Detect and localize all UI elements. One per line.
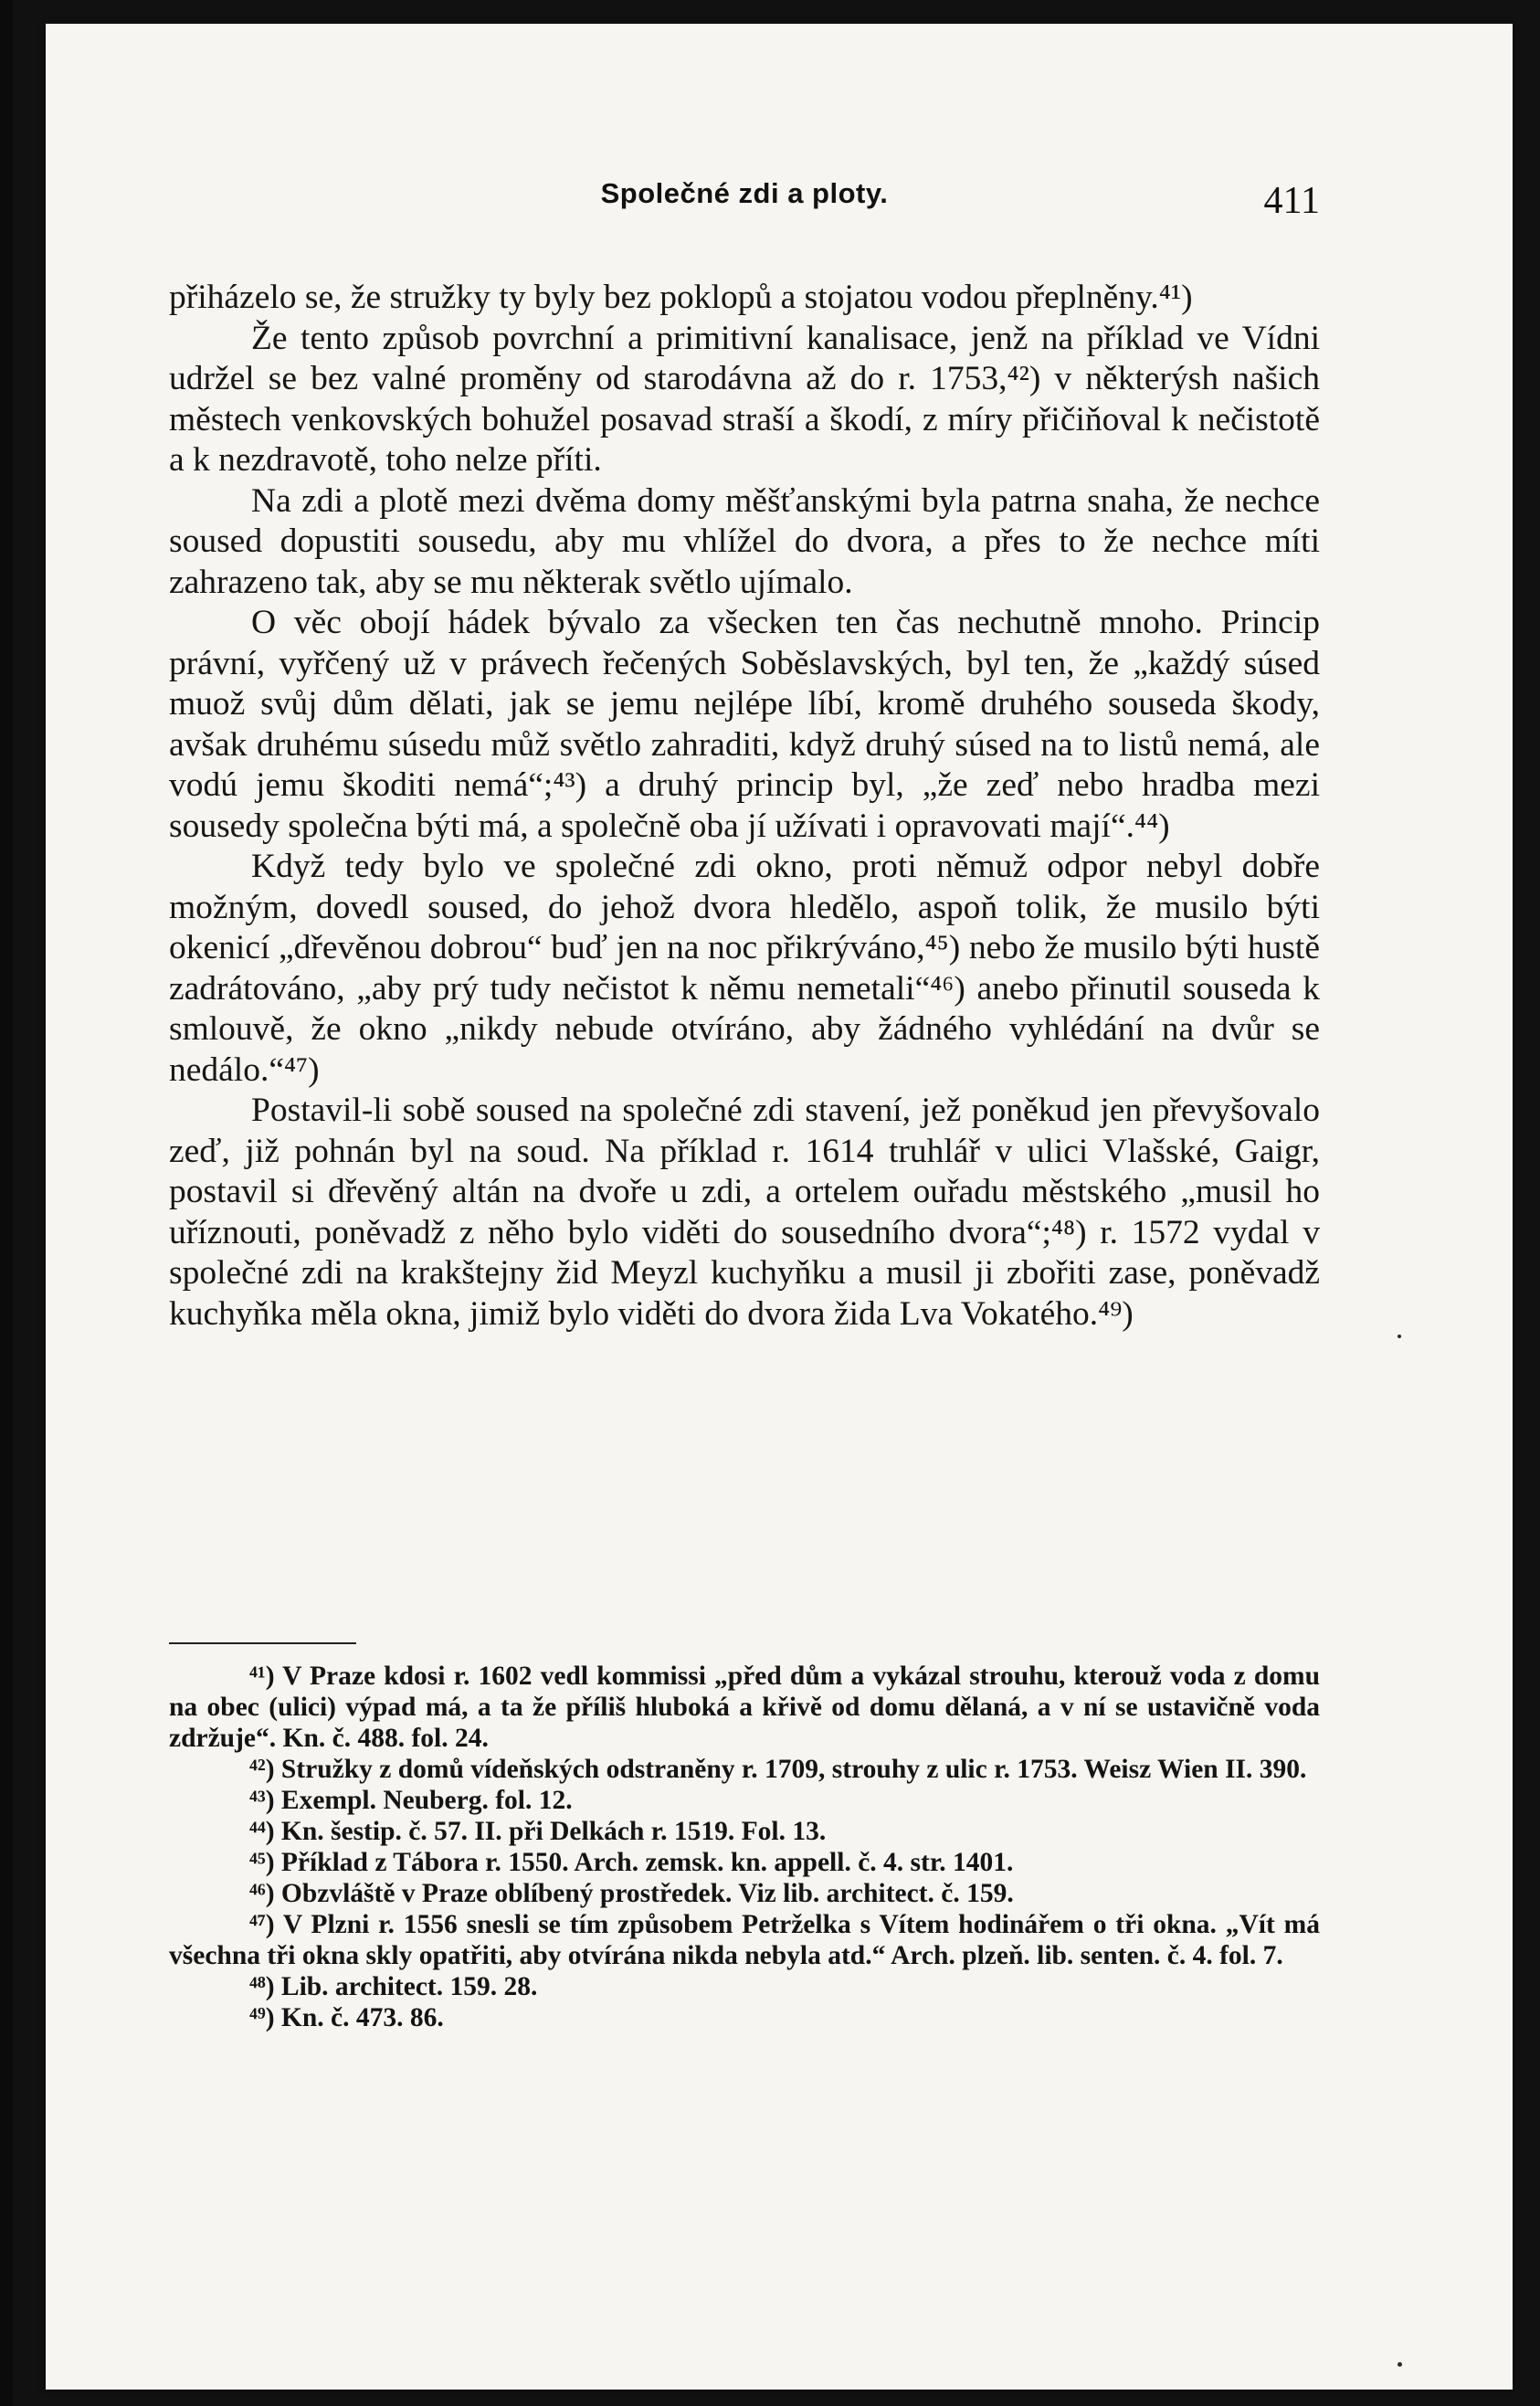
body-text — [169, 278, 1320, 1335]
page-number: 411 — [1263, 180, 1320, 222]
paragraph: Na zdi a plotě mezi dvěma domy měšťanskými byla patrna snaha, že nechce soused dopustiti sousedu, aby mu vhlížel do dvora, a přes to že nechce míti zahrazeno tak, aby se mu některak světlo ujímalo. — [169, 481, 1320, 601]
footnote: ⁴⁵) Příklad z Tábora r. 1550. Arch. zemsk. kn. appell. č. 4. str. 1401. — [249, 1848, 1014, 1877]
footnote: ⁴⁴) Kn. šestip. č. 57. II. při Delkách r. 1519. Fol. 13. — [249, 1817, 827, 1846]
footnote: ⁴⁷) V Plzni r. 1556 snesli se tím způsobem Petrželka s Vítem hodinářem o tři okna. „Vít má všechna tři okna skly opatřiti, aby otvírána nikda nebyla atd.“ Arch. plzeň. lib. senten. č. 4. fol. 7. — [169, 1910, 1320, 1970]
scan-left-edge — [0, 0, 13, 2406]
paragraph: Když tedy bylo ve společné zdi okno, proti němuž odpor nebyl dobře možným, dovedl soused, do jehož dvora hledělo, aspoň tolik, že musilo býti okenicí „dřevěnou dobrou“ buď jen na noc přikrýváno,⁴⁵) nebo že musilo býti hustě zadrátováno, „aby prý tudy nečistot k němu nemetali“⁴⁶) anebo přinutil souseda k smlouvě, že okno „nikdy nebude otvíráno, aby žádného vyhlédání na dvůr se nedálo.“⁴⁷) — [169, 848, 1320, 1089]
scan-speck — [1398, 2362, 1402, 2367]
footnote: ⁴⁹) Kn. č. 473. 86. — [249, 2003, 444, 2032]
paragraph-continuation: přiházelo se, že stružky ty byly bez poklopů a stojatou vodou přeplněny.⁴¹) — [169, 279, 1193, 316]
footnote: ⁴¹) V Praze kdosi r. 1602 vedl kommissi „před dům a vykázal strouhu, kterouž voda z domu na obec (ulici) výpad má, a ta že příliš hluboká a křivě od domu dělaná, a v ní se ustavičně voda zdržuje“. Kn. č. 488. fol. 24. — [169, 1662, 1320, 1753]
running-title: Společné zdi a ploty. — [600, 177, 889, 209]
paragraph: Postavil-li sobě soused na společné zdi stavení, jež poněkud jen převyšovalo zeď, již pohnán byl na soud. Na příklad r. 1614 truhlář v ulici Vlašské, Gaigr, postavil si dřevěný altán na dvoře u zdi, a ortelem ouřadu městského „musil ho uříznouti, poněvadž z něho bylo viděti do sousedního dvora“;⁴⁸) r. 1572 vydal v společné zdi na krakštejny žid Meyzl kuchyňku a musil ji zbořiti zase, poněvadž kuchyňka měla okna, jimiž bylo viděti do dvora žida Lva Vokatého.⁴⁹) — [169, 1092, 1320, 1333]
page-header — [169, 161, 1320, 225]
scan-speck — [1398, 1335, 1401, 1338]
footnote: ⁴³) Exempl. Neuberg. fol. 12. — [249, 1786, 573, 1815]
paragraph: O věc obojí hádek bývalo za všecken ten čas nechutně mnoho. Princip právní, vyřčený už v právech řečených Soběslavských, byl ten, že „každý súsed muož svůj dům dělati, jak se jemu nejlépe líbí, kromě druhého souseda škody, avšak druhému súsedu můž světlo zahraditi, když druhý súsed na to listů nemá, ale vodú jemu škoditi nemá“;⁴³) a druhý princip byl, „že zeď nebo hradba mezi sousedy společna býti má, a společně oba jí užívati i opravovati mají“.⁴⁴) — [169, 604, 1320, 845]
footnote-separator — [169, 1642, 356, 1644]
footnote: ⁴⁶) Obzvláště v Praze oblíbený prostředek. Viz lib. architect. č. 159. — [249, 1879, 1014, 1908]
footnote: ⁴²) Stružky z domů vídeňských odstraněny r. 1709, strouhy z ulic r. 1753. Weisz Wien II. 390. — [249, 1755, 1307, 1784]
footnote: ⁴⁸) Lib. architect. 159. 28. — [249, 1972, 538, 2001]
paragraph: Že tento způsob povrchní a primitivní kanalisace, jenž na příklad ve Vídni udržel se bez valné proměny od starodávna až do r. 1753,⁴²) v některýsh našich městech venkovských bohužel posavad straší a škodí, z míry přičiňoval k nečistotě a k nezdravotě, toho nelze příti. — [169, 319, 1320, 479]
footnotes — [169, 1661, 1320, 2033]
book-page — [46, 24, 1513, 2390]
